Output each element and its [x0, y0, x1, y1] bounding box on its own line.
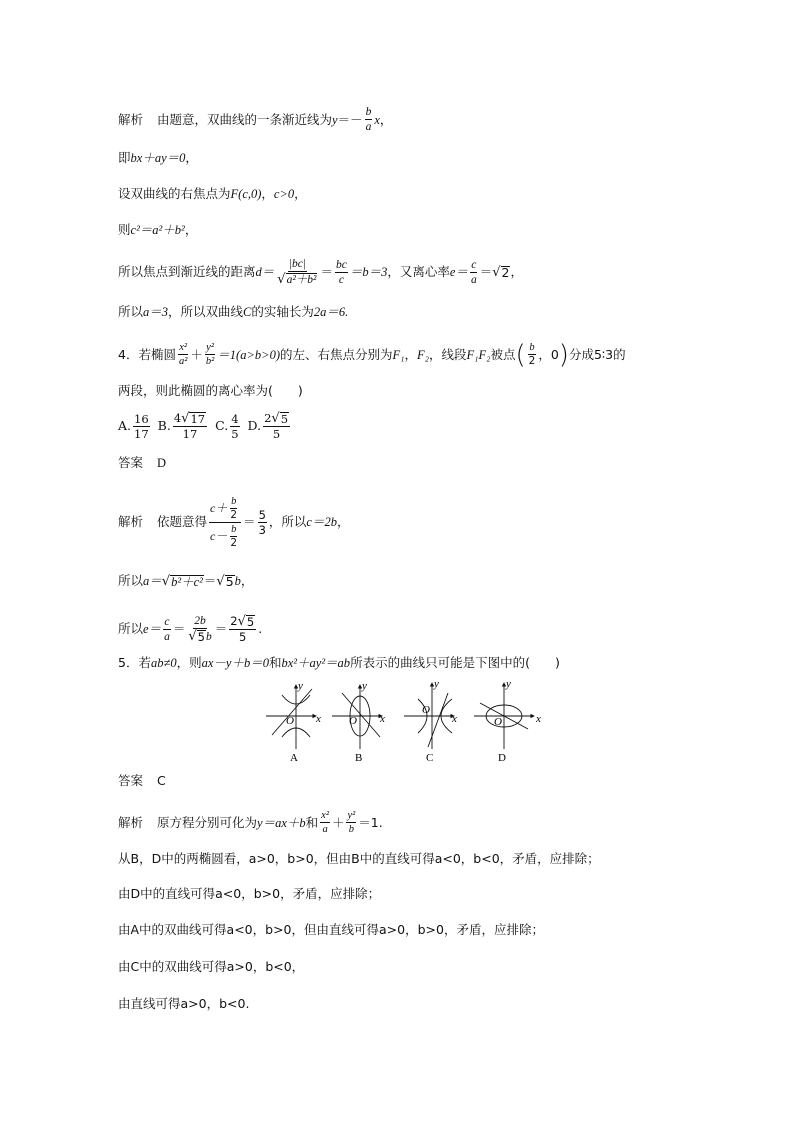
figure-b — [332, 680, 385, 764]
figure-label-b: B — [355, 752, 363, 764]
equation: bx＋ay＝0 — [130, 151, 186, 165]
figure-label-a: A — [290, 752, 298, 764]
figure-label-c: C — [426, 752, 434, 764]
question-5-figures — [258, 679, 558, 765]
option-a: A. $\frac{16}{17}$ — [118, 411, 149, 441]
solution-line-6: 所以 a＝3 ，所以双曲线 C 的实轴长为 2a＝6. — [118, 304, 349, 319]
option-d: D. 2 √ 5 5 — [247, 411, 289, 441]
svg-text:x: x — [380, 713, 385, 725]
solution-line-5: 所以焦点到渐近线的距离 d＝ |bc| √ a²＋b² ＝ $\frac{bc}{c}$ ＝b＝3 ，又离心率 e＝ $\frac{c}{a}$ ＝ √ 2 ， — [118, 258, 523, 287]
solution-line-3: 设双曲线的右焦点为 F(c,0) ， c>0 ， — [118, 186, 307, 201]
solution-line-1: 解析 由题意，双曲线的一条渐近线为 y ＝－ $\frac{b}{a}$ x ， — [118, 106, 393, 133]
answer-label: 答案 — [118, 455, 144, 470]
option-c: C. $\frac{4}{5}$ — [215, 411, 239, 441]
solution-q5-line-4: 由A中的双曲线可得a<0，b>0，但由直线可得a>0，b>0，矛盾，应排除； — [118, 922, 544, 937]
fraction-c-over-a: $\frac{c}{a}$ — [470, 258, 477, 286]
solution-q4-line-3: 所以 e＝ $\frac{c}{a}$ ＝ 2b √ 5 b ＝ 2 √ 5 5 . — [118, 614, 263, 644]
solution-q4-line-2: 所以 a＝ √ b²＋c² ＝ √ 5 b ， — [118, 573, 254, 589]
question-4-stem: 4．若椭圆 $\frac{\text{x²}}{\text{a²}}$ ＋ $\frac{\text{y²}}{\text{b²}}$ ＝1(a>b>0) 的左、右焦点分别为 F₁ ， F₂ ，线段 F₁F₂ 被点 ( $\frac{b}{2}$ ，0 ) 分成5∶3的 — [118, 339, 626, 370]
sqrt-2: √ 2 — [492, 264, 510, 280]
svg-text:y: y — [506, 679, 511, 690]
equation: F(c,0) — [230, 187, 262, 201]
origin-label: O — [286, 715, 294, 727]
svg-text:y: y — [362, 680, 367, 692]
solution-text: 由题意，双曲线的一条渐近线为 — [157, 111, 333, 127]
equation: c²＝a²＋b² — [130, 223, 185, 237]
question-5-stem: 5．若 ab≠0 ，则 ax－y＋b＝0 和 bx²＋ay²＝ab 所表示的曲线只可能是下图中的( ) — [118, 655, 560, 670]
math-op: ＝－ — [337, 111, 363, 127]
solution-q5-line-6: 由直线可得a>0，b<0. — [118, 996, 250, 1011]
solution-line-4: 则 c²＝a²＋b² ， — [118, 222, 198, 237]
svg-text:y: y — [434, 679, 439, 690]
solution-q5-line-1: 解析 原方程分别可化为 y＝ax＋b 和 $\frac{\text{x²}}{a}$ ＋ $\frac{\text{y²}}{b}$ ＝1. — [118, 810, 383, 835]
axis-y-label: y — [298, 680, 303, 692]
fraction-ratio: c＋ $\frac{b}{2}$ c－ $\frac{b}{2}$ — [209, 496, 241, 549]
figure-d — [474, 679, 541, 764]
figure-c — [404, 679, 457, 764]
svg-text:O: O — [349, 715, 357, 727]
question-number: 4．若椭圆 — [118, 346, 176, 362]
question-number: 5．若 — [118, 655, 151, 670]
svg-text:O: O — [422, 704, 430, 716]
solution-line-2: 即 bx＋ay＝0 ， — [118, 150, 198, 165]
figure-label-d: D — [498, 752, 506, 764]
svg-text:x: x — [536, 713, 541, 725]
fraction-bc-over-c: $\frac{bc}{c}$ — [336, 258, 347, 286]
answer-line-q4 — [118, 455, 166, 471]
svg-text:O: O — [494, 716, 502, 728]
solution-label: 解析 — [118, 111, 144, 127]
question-4-options — [118, 412, 292, 440]
solution-q4-line-1: 解析 依题意得 c＋ $\frac{b}{2}$ c－ $\frac{b}{2}$ ＝ $\frac{5}{3}$ ，所以 c＝2b ， — [118, 495, 350, 549]
answer-line-q5 — [118, 773, 166, 789]
figure-a — [266, 680, 321, 764]
solution-q5-line-3: 由D中的直线可得a<0，b>0，矛盾，应排除； — [118, 886, 381, 901]
solution-q5-line-2: 从B，D中的两椭圆看，a>0，b>0，但由B中的直线可得a<0，b<0，矛盾，应排除； — [118, 851, 600, 866]
answer-label: 答案 — [118, 773, 144, 788]
math-y: y — [332, 112, 338, 127]
axis-x-label: x — [316, 713, 321, 725]
answer-value: D — [157, 456, 167, 470]
option-b: B. 4 √ 17 17 — [157, 411, 206, 441]
question-4-stem-line2: 两段，则此椭圆的离心率为( ) — [118, 383, 303, 398]
fraction-b-over-a: $\frac{b}{a}$ — [365, 106, 372, 133]
answer-value: C — [157, 773, 166, 788]
svg-text:x: x — [452, 713, 457, 725]
solution-q5-line-5: 由C中的双曲线可得a>0，b<0， — [118, 959, 305, 974]
fraction-distance: |bc| √ a²＋b² — [277, 258, 317, 287]
math-x: x — [374, 112, 380, 127]
